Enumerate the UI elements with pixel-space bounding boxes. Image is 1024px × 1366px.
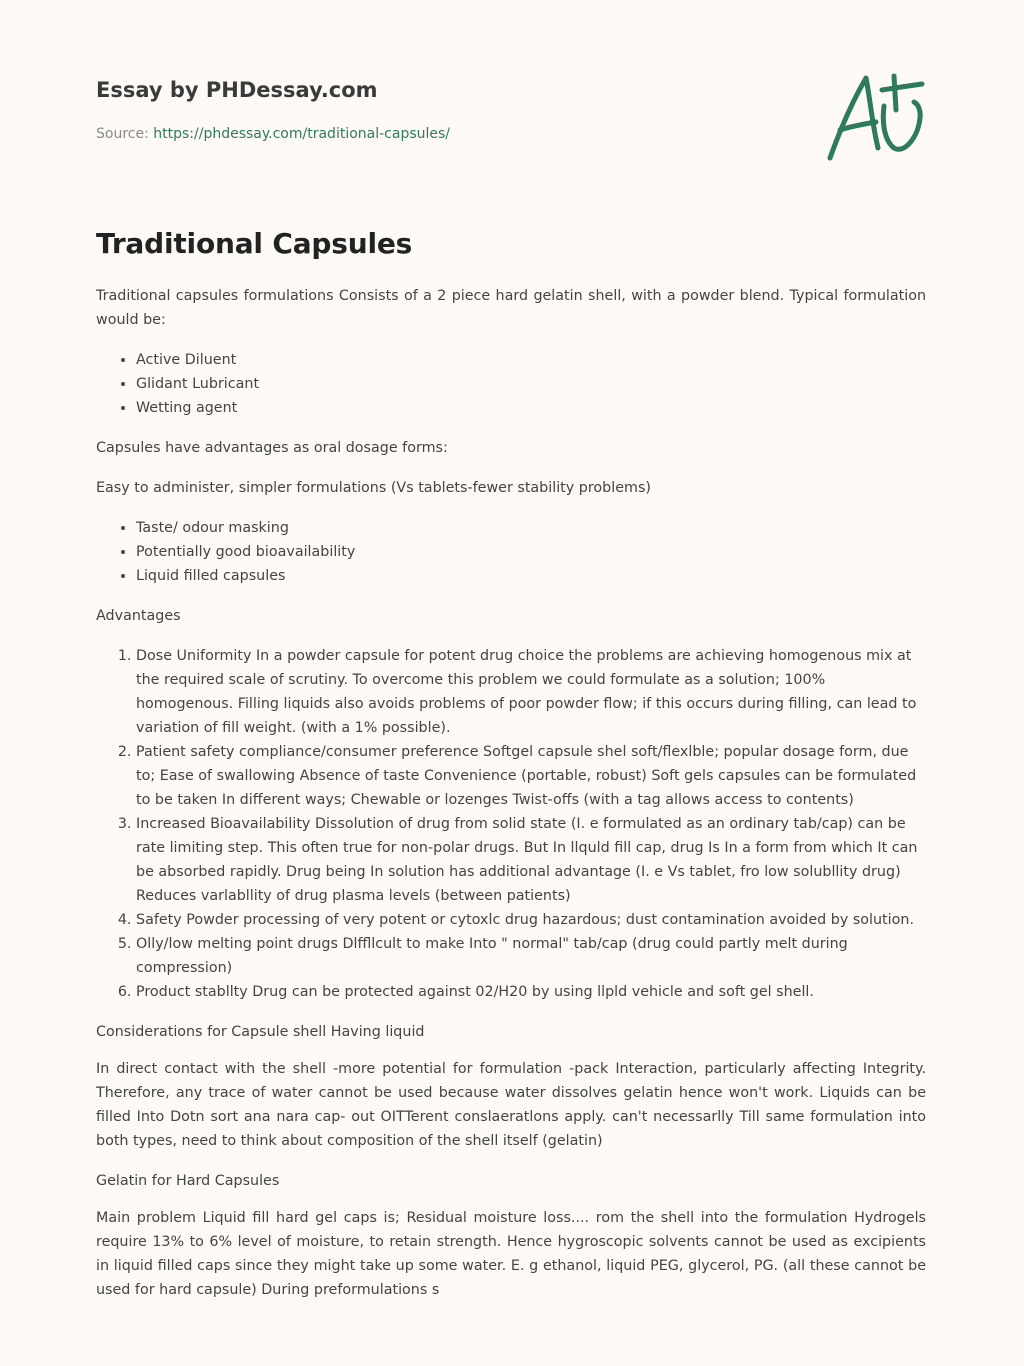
source-line <box>96 124 450 144</box>
article-body <box>96 284 926 1318</box>
list-item: 1. Dose Uniformity In a powder capsule for potent drug choice the problems are achieving homogenous mix at the required scale of scrutiny. To overcome this problem we could formulate as a solution; 100% homogenous. Filling liquids also avoids problems of poor powder flow; if this occurs during filling, can lead to variation of fill weight. (with a 1% possible). <box>136 644 926 740</box>
source-link[interactable]: https://phdessay.com/traditional-capsules/ <box>153 126 451 142</box>
list-item: • Glidant Lubricant <box>136 372 926 396</box>
a-plus-grade-icon <box>822 68 928 164</box>
gelatin-heading: Gelatin for Hard Capsules <box>96 1173 280 1189</box>
benefit-list <box>96 516 926 588</box>
list-item: • Potentially good bioavailability <box>136 540 926 564</box>
advantages-list <box>96 644 926 1004</box>
intro-paragraph: Traditional capsules formulations Consists of a 2 piece hard gelatin shell, with a powder blend. Typical formulation would be: <box>96 288 926 328</box>
easy-administer-paragraph: Easy to administer, simpler formulations (Vs tablets-fewer stability problems) <box>96 480 651 496</box>
page-title: Traditional Capsules <box>96 227 413 260</box>
list-item: 6. Product stabllty Drug can be protected against 02/H20 by using llpld vehicle and soft gel shell. <box>136 980 926 1004</box>
formulation-list <box>96 348 926 420</box>
list-item: 2. Patient safety compliance/consumer preference Softgel capsule shel soft/flexlble; popular dosage form, due to; Ease of swallowing Absence of taste Convenience (portable, robust) Soft gels capsules can be formulated to be taken In different ways; Chewable or lozenges Twist-offs (with a tag allows access to contents) <box>136 740 926 812</box>
header <box>96 76 926 142</box>
list-item: • Active Diluent <box>136 348 926 372</box>
list-item: 5. Olly/low melting point drugs Dlffllcult to make Into " normal" tab/cap (drug could partly melt during compression) <box>136 932 926 980</box>
list-item: • Taste/ odour masking <box>136 516 926 540</box>
source-label: Source: <box>96 126 154 142</box>
gelatin-paragraph: Main problem Liquid fill hard gel caps is; Residual moisture loss.... rom the shell into the formulation Hydrogels require 13% to 6% level of moisture, to retain strength. Hence hygroscopic solvents cannot be used as excipients in liquid filled caps since they might take up some water. E. g ethanol, liquid PEG, glycerol, PG. (all these cannot be used for hard capsule) During preformulations s <box>96 1210 926 1298</box>
advantages-intro: Capsules have advantages as oral dosage forms: <box>96 440 448 456</box>
list-item: 4. Safety Powder processing of very potent or cytoxlc drug hazardous; dust contamination avoided by solution. <box>136 908 926 932</box>
advantages-heading: Advantages <box>96 608 181 624</box>
considerations-heading: Considerations for Capsule shell Having liquid <box>96 1024 425 1040</box>
considerations-paragraph: In direct contact with the shell -more potential for formulation -pack Interaction, particularly affecting Integrity. Therefore, any trace of water cannot be used because water dissolves gelatin hence won't work. Liquids can be filled Into Dotn sort ana nara cap- out OITTerent conslaeratlons apply. can't necessarlly Till same formulation into both types, need to think about composition of the shell itself (gelatin) <box>96 1061 926 1149</box>
list-item: • Wetting agent <box>136 396 926 420</box>
site-title: Essay by PHDessay.com <box>96 78 378 102</box>
list-item: • Liquid filled capsules <box>136 564 926 588</box>
list-item: 3. Increased Bioavailability Dissolution of drug from solid state (I. e formulated as an ordinary tab/cap) can be rate limiting step. This often true for non-polar drugs. But In llquld fill cap, drug Is In a form from which It can be absorbed rapidly. Drug being In solution has additional advantage (I. e Vs tablet, fro low solubllity drug) Reduces varlabllity of drug plasma levels (between patients) <box>136 812 926 908</box>
